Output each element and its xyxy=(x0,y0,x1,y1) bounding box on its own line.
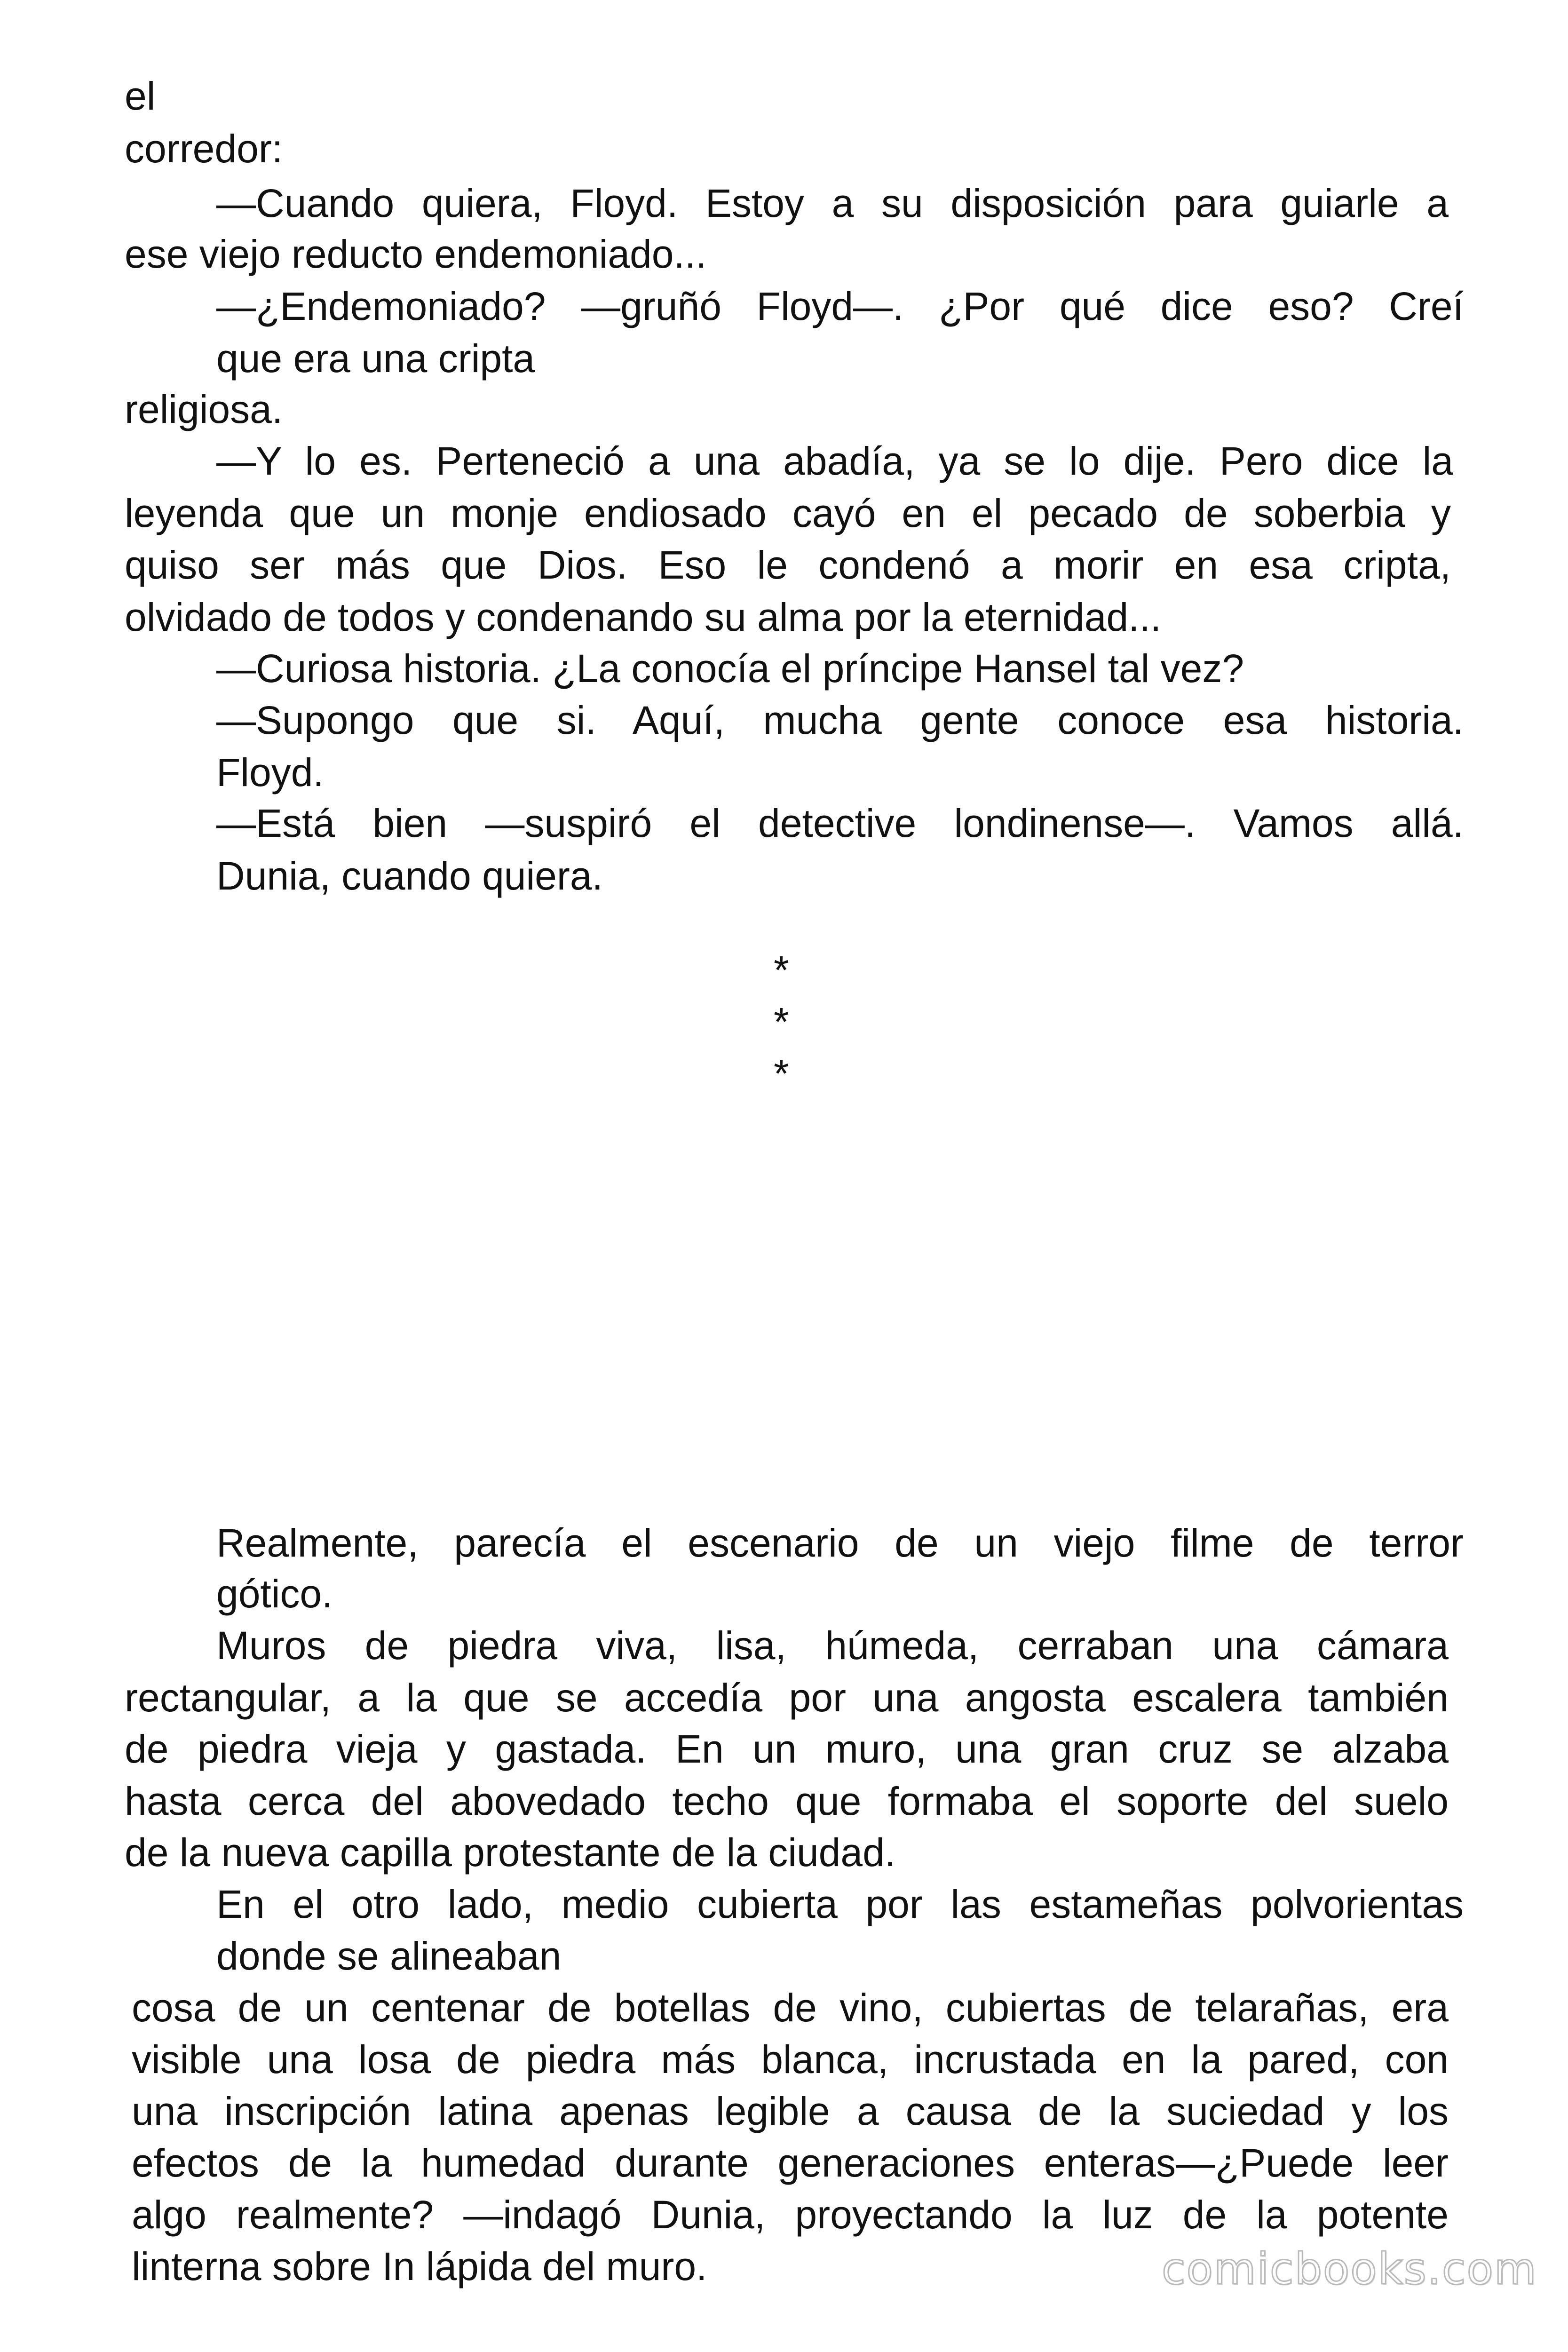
text-line: —¿Endemoniado? —gruñó Floyd—. ¿Por qué dice eso? Creí xyxy=(216,284,1464,328)
text-line: Floyd. xyxy=(216,750,324,795)
text-line: olvidado de todos y condenando su alma por la eternidad... xyxy=(125,595,1162,639)
text-line: Realmente, parecía el escenario de un viejo filme de terror xyxy=(216,1521,1464,1565)
text-line: —Y lo es. Perteneció a una abadía, ya se lo dije. Pero dice la xyxy=(216,439,1453,483)
text-line: una inscripción latina apenas legible a causa de la suciedad y los xyxy=(132,2089,1449,2133)
text-line: gótico. xyxy=(216,1572,333,1616)
scene-break-star: * xyxy=(774,948,789,992)
text-line: donde se alineaban xyxy=(216,1934,562,1978)
text-line: religiosa. xyxy=(125,387,283,431)
text-line: corredor: xyxy=(125,127,283,171)
text-line: —Cuando quiera, Floyd. Estoy a su disposición para guiarle a xyxy=(216,181,1449,225)
text-line: ese viejo reducto endemoniado... xyxy=(125,232,707,276)
scene-break-star: * xyxy=(774,1051,789,1096)
watermark-logo: comicbooks.com xyxy=(1162,2244,1537,2294)
text-line: que era una cripta xyxy=(216,336,535,381)
scene-break-star: * xyxy=(774,1000,789,1044)
text-line: algo realmente? —indagó Dunia, proyectando la luz de la potente xyxy=(132,2193,1449,2237)
text-line: quiso ser más que Dios. Eso le condenó a morir en esa cripta, xyxy=(125,543,1451,587)
text-line: cosa de un centenar de botellas de vino, cubiertas de telarañas, era xyxy=(132,1986,1449,2030)
text-line: el xyxy=(125,74,156,118)
text-line: Muros de piedra viva, lisa, húmeda, cerraban una cámara xyxy=(216,1623,1449,1668)
text-line: Dunia, cuando quiera. xyxy=(216,854,603,898)
text-line: —Curiosa historia. ¿La conocía el príncipe Hansel tal vez? xyxy=(216,646,1244,691)
text-line: En el otro lado, medio cubierta por las estameñas polvorientas xyxy=(216,1882,1464,1926)
text-line: leyenda que un monje endiosado cayó en el pecado de soberbia y xyxy=(125,491,1451,535)
text-line: —Supongo que si. Aquí, mucha gente conoce esa historia. xyxy=(216,698,1464,742)
text-line: —Está bien —suspiró el detective londinense—. Vamos allá. xyxy=(216,801,1464,845)
text-line: de la nueva capilla protestante de la ciudad. xyxy=(125,1830,896,1875)
text-line: visible una losa de piedra más blanca, incrustada en la pared, con xyxy=(132,2037,1449,2082)
text-line: rectangular, a la que se accedía por una angosta escalera también xyxy=(125,1676,1449,1720)
text-line: hasta cerca del abovedado techo que formaba el soporte del suelo xyxy=(125,1779,1449,1823)
text-line: linterna sobre In lápida del muro. xyxy=(132,2244,707,2288)
text-line: de piedra vieja y gastada. En un muro, una gran cruz se alzaba xyxy=(125,1727,1449,1771)
text-line: efectos de la humedad durante generaciones enteras—¿Puede leer xyxy=(132,2141,1449,2185)
